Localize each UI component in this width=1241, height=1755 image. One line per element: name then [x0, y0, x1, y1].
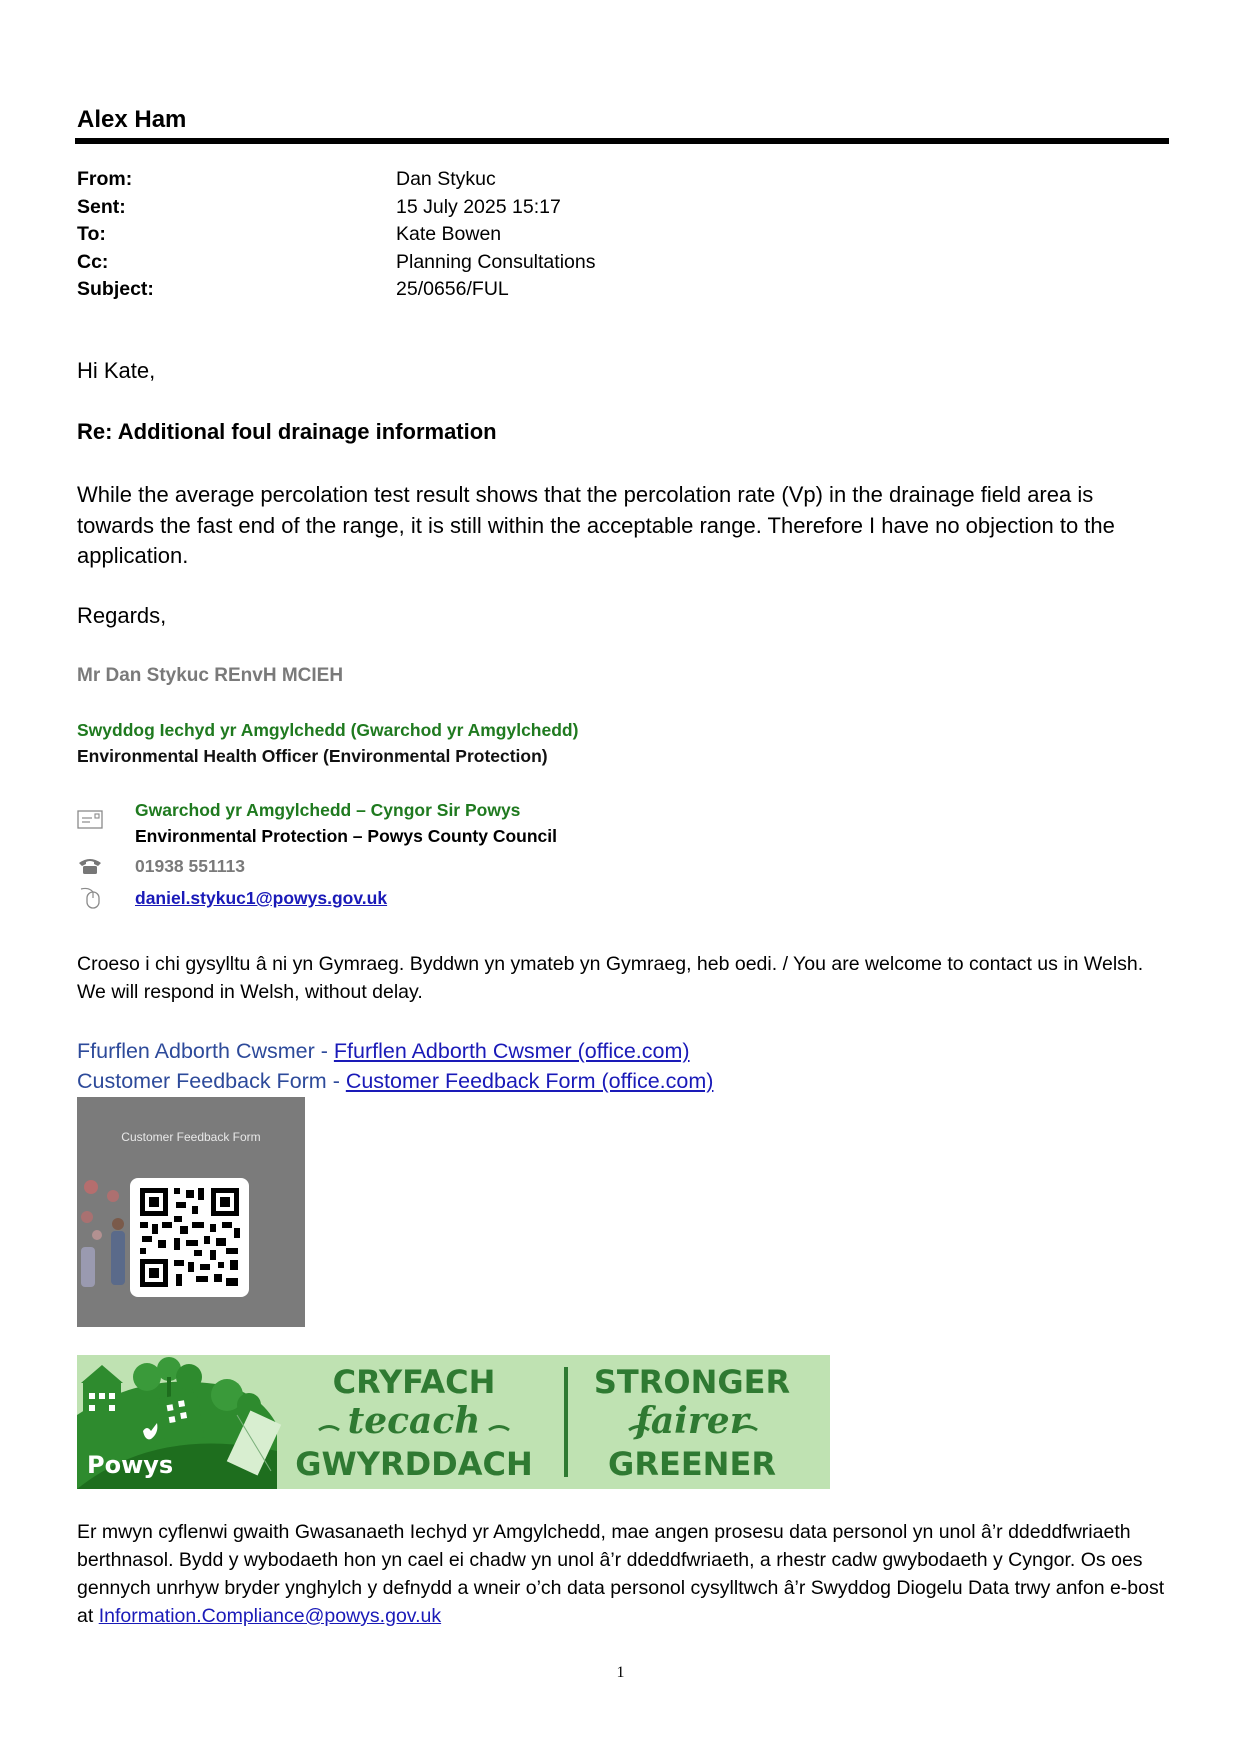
sent-value: 15 July 2025 15:17 [396, 195, 561, 218]
qr-code-panel [130, 1178, 249, 1297]
data-protection-notice [77, 1518, 1177, 1630]
banner-graphic [77, 1355, 830, 1489]
department-welsh: Gwarchod yr Amgylchedd – Cyngor Sir Powys [135, 800, 521, 820]
header-row-from [77, 166, 977, 194]
email-link[interactable]: daniel.stykuc1@powys.gov.uk [135, 888, 388, 908]
to-value: Kate Bowen [396, 223, 502, 245]
header-row-sent [77, 194, 977, 222]
mouse-icon [77, 886, 107, 915]
header-row-subject [77, 276, 977, 304]
from-value: Dan Stykuc [396, 168, 496, 190]
regards: Regards, [77, 603, 167, 628]
feedback-welsh-row [77, 1036, 713, 1066]
banner-english-middle: fairer [635, 1400, 749, 1442]
banner-welsh-bottom: GWYRDDACH [295, 1445, 533, 1483]
body-paragraph: While the average percolation test result shows that the percolation rate (Vp) in the drainage field area is towards the fast end of the range, it is still within the acceptable range. Therefore I have no objection to the application. [77, 482, 1115, 568]
feedback-links [77, 1036, 713, 1096]
welsh-language-notice: Croeso i chi gysylltu â ni yn Gymraeg. Byddwn yn ymateb yn Gymraeg, heb oedi. / You are welcome to contact us in Welsh. We will respond in Welsh, without delay. [77, 953, 1144, 1003]
feedback-welsh-link[interactable]: Ffurflen Adborth Cwsmer (office.com) [333, 1039, 690, 1063]
signature-title-welsh: Swyddog Iechyd yr Amgylchedd (Gwarchod yr Amgylchedd) [77, 720, 579, 740]
header-row-to [77, 221, 977, 249]
signature-name: Mr Dan Stykuc REnvH MCIEH [77, 665, 344, 686]
cc-value: Planning Consultations [396, 250, 596, 273]
footer-text: Er mwyn cyflenwi gwaith Gwasanaeth Iechyd yr Amgylchedd, mae angen prosesu data personol yn unol â’r ddeddfwriaeth berthnasol. Bydd y wybodaeth hon yn cael ei chadw yn unol â’r ddeddfwriaeth, a rhestr cadw gwybodaeth y Cyngor. Os oes gennych unrhyw bryder ynghylch y defnydd a wneir o’ch data personol cysylltwch â’r Swyddog Diogelu Data trwy anfon e-bost at [77, 1521, 1165, 1627]
footer-email-link[interactable]: Information.Compliance@powys.gov.uk [98, 1605, 442, 1627]
author-name: Alex Ham [77, 106, 187, 133]
department-english: Environmental Protection – Powys County Council [135, 826, 557, 846]
feedback-welsh-label: Ffurflen Adborth Cwsmer - [77, 1039, 334, 1063]
phone-icon [77, 856, 107, 881]
banner-english-top: STRONGER [593, 1363, 791, 1401]
re-line: Re: Additional foul drainage information [77, 419, 497, 444]
header-row-cc [77, 249, 977, 277]
sent-label: Sent: [77, 195, 126, 218]
signature-title-english: Environmental Health Officer (Environmental Protection) [77, 746, 548, 766]
header-divider [75, 138, 1169, 144]
phone-number: 01938 551113 [135, 856, 245, 876]
banner-welsh-middle: tecach [347, 1400, 481, 1442]
banner-brand: Powys [87, 1451, 174, 1479]
envelope-icon [77, 808, 107, 835]
feedback-qr-image[interactable] [77, 1097, 305, 1327]
from-label: From: [77, 168, 133, 190]
greeting: Hi Kate, [77, 358, 156, 383]
subject-value: 25/0656/FUL [396, 278, 509, 300]
subject-label: Subject: [77, 278, 154, 300]
feedback-english-link[interactable]: Customer Feedback Form (office.com) [345, 1069, 714, 1093]
page-number: 1 [616, 1664, 625, 1681]
banner-welsh-top: CRYFACH [332, 1363, 496, 1401]
qr-code-icon [130, 1178, 249, 1297]
email-header [77, 166, 977, 304]
feedback-english-label: Customer Feedback Form - [77, 1069, 346, 1093]
banner-english-bottom: GREENER [608, 1445, 776, 1483]
to-label: To: [77, 223, 106, 245]
cc-label: Cc: [77, 250, 109, 273]
powys-banner [77, 1355, 830, 1489]
qr-title: Customer Feedback Form [121, 1130, 261, 1144]
feedback-english-row [77, 1066, 713, 1096]
